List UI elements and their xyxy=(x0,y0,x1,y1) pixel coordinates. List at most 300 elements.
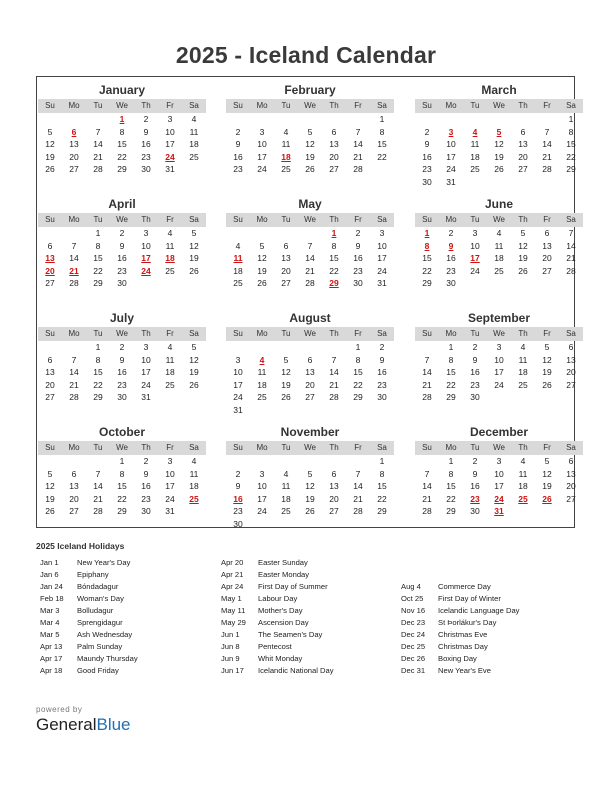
day-cell: 27 xyxy=(329,506,339,516)
day-cell: 5 xyxy=(259,240,265,251)
day-cell: 21 xyxy=(305,265,315,276)
day-cell: 10 xyxy=(446,139,456,149)
empty-cell xyxy=(250,227,274,240)
month-name: May xyxy=(298,197,322,211)
day-cell: 13 xyxy=(45,367,55,377)
day-cell: 2 xyxy=(143,456,149,466)
holiday-date: Apr 20 xyxy=(221,558,244,567)
weekday-label: Fr xyxy=(543,101,551,110)
day-cell: 23 xyxy=(353,265,363,276)
day-cell: 3 xyxy=(143,342,149,352)
holiday-item xyxy=(401,653,519,665)
day-cell: 25 xyxy=(281,506,291,516)
holiday-name: First Day of Winter xyxy=(438,594,501,603)
month-june xyxy=(415,197,583,290)
empty-cell xyxy=(274,455,298,468)
day-cell: 10 xyxy=(165,468,175,479)
day-cell: 2 xyxy=(119,342,125,352)
month-name: August xyxy=(289,311,331,325)
day-cell: 12 xyxy=(542,354,552,365)
day-cell: 25 xyxy=(165,379,175,390)
weekday-label: Th xyxy=(329,329,339,338)
day-cell: 2 xyxy=(119,228,125,238)
day-cell: 15 xyxy=(377,139,387,149)
holiday-date: Apr 18 xyxy=(40,666,63,675)
day-cell: 18 xyxy=(189,481,199,491)
day-cell: 28 xyxy=(542,164,552,174)
day-grid xyxy=(226,113,394,176)
weekday-label: Sa xyxy=(189,215,199,224)
day-cell: 28 xyxy=(353,506,363,516)
weekday-label: Tu xyxy=(93,329,103,338)
day-cell: 15 xyxy=(566,139,576,149)
holiday-item xyxy=(221,593,334,605)
day-cell: 11 xyxy=(189,468,199,479)
day-cell: 15 xyxy=(446,481,456,491)
weekday-header xyxy=(38,213,206,227)
weekday-label: Th xyxy=(518,101,528,110)
day-cell: 9 xyxy=(235,139,241,149)
day-cell: 19 xyxy=(518,253,528,263)
day-cell: 25 xyxy=(518,379,528,390)
month-july xyxy=(38,311,206,404)
holiday-column xyxy=(40,557,138,677)
day-cell: 10 xyxy=(257,481,267,491)
holiday-day-cell: 3 xyxy=(448,126,454,137)
day-cell: 22 xyxy=(93,265,103,276)
day-cell: 6 xyxy=(544,228,550,238)
day-cell: 9 xyxy=(235,481,241,491)
day-cell: 8 xyxy=(95,240,101,251)
holiday-day-cell: 17 xyxy=(470,253,480,263)
day-cell: 25 xyxy=(165,265,175,276)
day-cell: 30 xyxy=(470,392,480,402)
day-cell: 13 xyxy=(69,139,79,149)
day-cell: 12 xyxy=(189,354,199,365)
day-cell: 21 xyxy=(329,379,339,390)
weekday-label: Th xyxy=(518,215,528,224)
day-cell: 23 xyxy=(446,265,456,276)
day-cell: 23 xyxy=(141,151,151,162)
day-cell: 5 xyxy=(47,126,53,137)
day-cell: 23 xyxy=(141,493,151,504)
day-cell: 27 xyxy=(69,164,79,174)
day-cell: 21 xyxy=(93,151,103,162)
day-cell: 11 xyxy=(189,126,199,137)
holiday-item xyxy=(221,653,334,665)
holiday-column xyxy=(401,581,519,677)
day-cell: 27 xyxy=(69,506,79,516)
day-cell: 19 xyxy=(189,367,199,377)
day-grid xyxy=(226,455,394,530)
day-cell: 12 xyxy=(257,253,267,263)
holiday-item xyxy=(40,641,138,653)
brand-logo[interactable] xyxy=(36,705,131,735)
weekday-label: Su xyxy=(45,101,55,110)
holiday-date: Dec 25 xyxy=(401,642,426,651)
day-cell: 26 xyxy=(189,265,199,276)
day-cell: 19 xyxy=(305,151,315,162)
day-cell: 26 xyxy=(45,506,55,516)
day-cell: 7 xyxy=(71,240,77,251)
day-cell: 5 xyxy=(520,228,526,238)
day-cell: 27 xyxy=(518,164,528,174)
holiday-name: Ascension Day xyxy=(258,618,309,627)
brand-name xyxy=(36,715,131,735)
day-cell: 18 xyxy=(257,379,267,390)
day-cell: 1 xyxy=(448,342,454,352)
weekday-label: Tu xyxy=(281,329,291,338)
day-cell: 12 xyxy=(281,367,291,377)
holiday-date: Jan 24 xyxy=(40,582,63,591)
day-cell: 13 xyxy=(566,354,576,365)
day-cell: 14 xyxy=(329,367,339,377)
weekday-label: Sa xyxy=(189,329,199,338)
day-cell: 14 xyxy=(305,253,315,263)
weekday-label: Tu xyxy=(281,101,291,110)
day-cell: 5 xyxy=(191,228,197,238)
weekday-label: Th xyxy=(141,443,151,452)
day-cell: 29 xyxy=(422,278,432,288)
empty-cell xyxy=(86,113,110,126)
holiday-item xyxy=(401,665,519,677)
day-cell: 5 xyxy=(544,456,550,466)
holiday-name: Maundy Thursday xyxy=(77,654,138,663)
day-cell: 11 xyxy=(518,354,528,365)
weekday-label: Su xyxy=(422,443,432,452)
day-cell: 3 xyxy=(259,126,265,137)
empty-cell xyxy=(322,341,346,354)
holiday-name: Good Friday xyxy=(77,666,119,675)
day-cell: 10 xyxy=(470,240,480,251)
empty-cell xyxy=(86,455,110,468)
day-cell: 13 xyxy=(566,468,576,479)
day-cell: 9 xyxy=(379,354,385,365)
day-cell: 6 xyxy=(331,468,337,479)
weekday-label: Fr xyxy=(166,215,174,224)
day-cell: 23 xyxy=(422,164,432,174)
holiday-day-cell: 31 xyxy=(494,506,504,516)
weekday-label: We xyxy=(304,101,316,110)
holiday-column xyxy=(221,557,334,677)
day-cell: 20 xyxy=(329,493,339,504)
day-cell: 26 xyxy=(45,164,55,174)
day-cell: 1 xyxy=(448,456,454,466)
day-grid xyxy=(226,341,394,416)
empty-cell xyxy=(511,113,535,126)
day-cell: 4 xyxy=(283,126,289,137)
day-cell: 20 xyxy=(566,367,576,377)
day-cell: 22 xyxy=(117,493,127,504)
day-cell: 8 xyxy=(379,468,385,479)
day-cell: 14 xyxy=(542,139,552,149)
day-cell: 4 xyxy=(496,228,502,238)
day-cell: 3 xyxy=(235,354,241,365)
day-cell: 21 xyxy=(353,493,363,504)
day-cell: 20 xyxy=(45,379,55,390)
empty-cell xyxy=(298,113,322,126)
day-cell: 25 xyxy=(494,265,504,276)
day-cell: 3 xyxy=(496,456,502,466)
day-cell: 10 xyxy=(494,354,504,365)
empty-cell xyxy=(250,341,274,354)
day-cell: 18 xyxy=(281,493,291,504)
weekday-header xyxy=(226,213,394,227)
day-cell: 29 xyxy=(353,392,363,402)
holiday-item xyxy=(40,581,138,593)
day-cell: 11 xyxy=(257,367,267,377)
holiday-date: Jun 9 xyxy=(221,654,240,663)
holiday-date: May 29 xyxy=(221,618,246,627)
holiday-day-cell: 25 xyxy=(518,493,528,504)
day-cell: 27 xyxy=(305,392,315,402)
day-cell: 10 xyxy=(141,240,151,251)
weekday-label: Sa xyxy=(377,215,387,224)
day-cell: 27 xyxy=(281,278,291,288)
holiday-item xyxy=(221,569,334,581)
empty-cell xyxy=(346,455,370,468)
holiday-item xyxy=(221,629,334,641)
holiday-item xyxy=(401,617,519,629)
holiday-date: Jan 6 xyxy=(40,570,59,579)
day-cell: 31 xyxy=(141,392,151,402)
day-cell: 3 xyxy=(143,228,149,238)
day-cell: 20 xyxy=(305,379,315,390)
day-cell: 9 xyxy=(119,354,125,365)
day-cell: 4 xyxy=(191,114,197,124)
holiday-date: Dec 24 xyxy=(401,630,426,639)
day-cell: 26 xyxy=(189,379,199,390)
weekday-label: Sa xyxy=(377,101,387,110)
day-cell: 29 xyxy=(566,164,576,174)
day-grid xyxy=(415,341,583,404)
day-cell: 1 xyxy=(379,114,385,124)
holiday-day-cell: 1 xyxy=(119,114,125,124)
day-cell: 30 xyxy=(446,278,456,288)
day-cell: 7 xyxy=(307,240,313,251)
day-cell: 20 xyxy=(542,253,552,263)
day-cell: 30 xyxy=(233,518,243,529)
day-grid xyxy=(226,227,394,290)
day-cell: 19 xyxy=(542,481,552,491)
empty-cell xyxy=(62,227,86,240)
holiday-date: Apr 17 xyxy=(40,654,63,663)
day-cell: 2 xyxy=(235,468,241,479)
holiday-name: Easter Sunday xyxy=(258,558,308,567)
weekday-label: Tu xyxy=(93,215,103,224)
day-cell: 13 xyxy=(329,481,339,491)
day-cell: 18 xyxy=(165,367,175,377)
weekday-label: Th xyxy=(518,443,528,452)
weekday-label: Tu xyxy=(470,443,480,452)
holiday-item xyxy=(40,557,138,569)
empty-cell xyxy=(415,455,439,468)
weekday-label: Fr xyxy=(166,101,174,110)
day-cell: 1 xyxy=(379,456,385,466)
day-cell: 24 xyxy=(494,379,504,390)
day-cell: 6 xyxy=(568,456,574,466)
day-cell: 3 xyxy=(472,228,478,238)
weekday-label: Fr xyxy=(354,329,362,338)
day-cell: 27 xyxy=(329,164,339,174)
weekday-label: Sa xyxy=(566,329,576,338)
day-cell: 29 xyxy=(93,392,103,402)
month-name: December xyxy=(469,425,529,439)
holiday-item xyxy=(221,557,334,569)
day-cell: 4 xyxy=(520,342,526,352)
day-cell: 26 xyxy=(494,164,504,174)
month-january xyxy=(38,83,206,176)
day-cell: 20 xyxy=(69,493,79,504)
day-cell: 22 xyxy=(566,151,576,162)
empty-cell xyxy=(62,113,86,126)
holiday-name: First Day of Summer xyxy=(258,582,328,591)
holiday-day-cell: 25 xyxy=(189,493,199,504)
day-cell: 6 xyxy=(283,240,289,251)
month-name: March xyxy=(481,83,517,97)
weekday-label: Fr xyxy=(166,329,174,338)
holiday-day-cell: 18 xyxy=(165,253,175,263)
weekday-label: We xyxy=(493,101,505,110)
weekday-label: We xyxy=(116,215,128,224)
day-cell: 17 xyxy=(257,151,267,162)
day-cell: 30 xyxy=(141,164,151,174)
day-grid xyxy=(415,113,583,188)
month-name: February xyxy=(284,83,336,97)
day-cell: 17 xyxy=(141,367,151,377)
day-cell: 26 xyxy=(257,278,267,288)
day-cell: 23 xyxy=(117,265,127,276)
day-cell: 30 xyxy=(470,506,480,516)
day-cell: 25 xyxy=(470,164,480,174)
empty-cell xyxy=(322,455,346,468)
day-cell: 16 xyxy=(117,367,127,377)
holiday-item xyxy=(40,593,138,605)
empty-cell xyxy=(250,455,274,468)
holiday-item xyxy=(221,581,334,593)
holiday-name: Woman's Day xyxy=(77,594,124,603)
day-cell: 21 xyxy=(422,379,432,390)
holiday-name: Easter Monday xyxy=(258,570,310,579)
holiday-date: Apr 24 xyxy=(221,582,244,591)
holiday-name: New Year's Day xyxy=(77,558,131,567)
weekday-label: We xyxy=(493,443,505,452)
weekday-label: Mo xyxy=(68,215,80,224)
weekday-label: Su xyxy=(233,329,243,338)
day-cell: 7 xyxy=(568,228,574,238)
day-cell: 15 xyxy=(117,481,127,491)
day-cell: 16 xyxy=(470,481,480,491)
weekday-label: Fr xyxy=(354,443,362,452)
holiday-item xyxy=(221,605,334,617)
day-cell: 8 xyxy=(95,354,101,365)
empty-cell xyxy=(439,113,463,126)
day-cell: 28 xyxy=(305,278,315,288)
holiday-day-cell: 6 xyxy=(71,126,77,137)
day-cell: 16 xyxy=(141,481,151,491)
day-cell: 15 xyxy=(93,367,103,377)
day-cell: 9 xyxy=(119,240,125,251)
day-cell: 12 xyxy=(542,468,552,479)
day-cell: 28 xyxy=(422,392,432,402)
day-cell: 30 xyxy=(422,176,432,187)
day-cell: 15 xyxy=(329,253,339,263)
day-cell: 8 xyxy=(119,468,125,479)
holiday-item xyxy=(401,605,519,617)
day-cell: 5 xyxy=(47,468,53,479)
holiday-day-cell: 21 xyxy=(69,265,79,276)
month-february xyxy=(226,83,394,176)
day-cell: 28 xyxy=(93,164,103,174)
empty-cell xyxy=(274,341,298,354)
holiday-date: May 11 xyxy=(221,606,246,615)
empty-cell xyxy=(38,227,62,240)
weekday-label: Mo xyxy=(256,329,268,338)
weekday-header xyxy=(415,441,583,455)
day-cell: 26 xyxy=(305,506,315,516)
day-cell: 2 xyxy=(424,126,430,137)
day-cell: 8 xyxy=(379,126,385,137)
day-cell: 27 xyxy=(45,278,55,288)
holiday-name: Bolludagur xyxy=(77,606,114,615)
empty-cell xyxy=(487,113,511,126)
day-cell: 22 xyxy=(446,379,456,390)
day-cell: 12 xyxy=(189,240,199,251)
day-cell: 1 xyxy=(95,228,101,238)
holiday-name: Icelandic Language Day xyxy=(438,606,520,615)
weekday-label: Su xyxy=(422,101,432,110)
holiday-item xyxy=(221,641,334,653)
weekday-label: We xyxy=(304,443,316,452)
holiday-date: Jan 1 xyxy=(40,558,59,567)
day-cell: 11 xyxy=(281,139,291,149)
day-cell: 15 xyxy=(422,253,432,263)
day-cell: 16 xyxy=(233,151,243,162)
day-cell: 6 xyxy=(47,240,53,251)
day-cell: 7 xyxy=(544,126,550,137)
empty-cell xyxy=(226,341,250,354)
empty-cell xyxy=(38,113,62,126)
day-cell: 7 xyxy=(355,126,361,137)
day-cell: 11 xyxy=(281,481,291,491)
day-cell: 18 xyxy=(494,253,504,263)
day-cell: 1 xyxy=(95,342,101,352)
holiday-date: Dec 26 xyxy=(401,654,426,663)
weekday-label: Tu xyxy=(470,329,480,338)
weekday-label: We xyxy=(116,443,128,452)
weekday-label: Fr xyxy=(354,101,362,110)
empty-cell xyxy=(250,113,274,126)
weekday-label: We xyxy=(304,215,316,224)
day-cell: 11 xyxy=(165,354,175,365)
day-grid xyxy=(38,227,206,290)
day-cell: 13 xyxy=(69,481,79,491)
day-cell: 5 xyxy=(544,342,550,352)
holiday-day-cell: 9 xyxy=(448,240,454,251)
day-cell: 24 xyxy=(165,493,175,504)
day-grid xyxy=(38,455,206,518)
day-cell: 27 xyxy=(542,265,552,276)
month-september xyxy=(415,311,583,404)
holiday-day-cell: 24 xyxy=(494,493,504,504)
day-cell: 7 xyxy=(71,354,77,365)
holiday-item xyxy=(221,665,334,677)
day-cell: 6 xyxy=(47,354,53,365)
day-cell: 19 xyxy=(189,253,199,263)
day-cell: 2 xyxy=(235,126,241,137)
holiday-name: Christmas Day xyxy=(438,642,488,651)
day-cell: 28 xyxy=(69,278,79,288)
